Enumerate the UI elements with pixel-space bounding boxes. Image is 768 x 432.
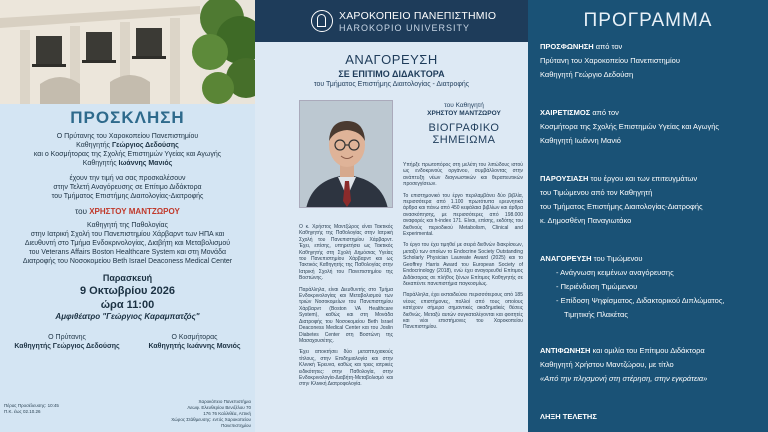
bio-right-paragraph-1: Υπήρξε πρωτοπόρος στη μελέτη του λιπώδους ιστού ως ενδοκρινούς οργάνου, συμβάλλοντας στην ανάπτυξη νέων διαγνωστικών και θεραπευτικών προσεγγίσεων. — [403, 162, 523, 188]
program-end: ΛΗΞΗ ΤΕΛΕΤΗΣ — [540, 412, 597, 421]
invite-line-3: του Τμήματος Επιστήμης Διαιτολογίας-Διατροφής — [51, 193, 204, 200]
program-item-presentation-key: ΠΑΡΟΥΣΙΑΣΗ — [540, 174, 589, 183]
dean-line-1: και ο Κοσμήτορας της Σχολής Επιστημών Υγείας και Αγωγής — [33, 151, 222, 158]
bio-heading-3: ΒΙΟΓΡΑΦΙΚΟ — [428, 122, 500, 134]
program-item-address-line-1 — [540, 40, 764, 54]
honoree-line — [0, 207, 255, 217]
invitation-title: ΠΡΟΣΚΛΗΣΗ — [70, 108, 185, 127]
program-panel — [528, 0, 768, 432]
program-item-response — [540, 344, 764, 386]
invitation-panel — [0, 0, 255, 432]
rector-name: Γεώργιος Δεδούσης — [111, 142, 179, 149]
program-item-conferral-rest: του Τιμώμενου — [591, 254, 643, 263]
university-logo-icon — [311, 10, 333, 32]
event-day: Παρασκευή — [102, 273, 153, 283]
program-item-presentation-line-4: κ. Δημοσθένη Παναγιωτάκο — [540, 216, 632, 225]
biography-panel — [255, 0, 528, 432]
program-item-conferral — [540, 252, 764, 322]
program-item-conferral-line-4: - Επίδοση Ψηφίσματος, Διδακτορικού Διπλώματος, — [556, 296, 725, 305]
signer-rector-name: Καθηγητής Γεώργιος Δεδούσης — [14, 343, 120, 350]
university-name-gr: ΧΑΡΟΚΟΠΕΙΟ ΠΑΝΕΠΙΣΤΗΜΙΟ — [339, 10, 497, 22]
dean-line-2 — [0, 159, 255, 168]
footer-address-3: 176 76 Καλλιθέα, Αττική — [203, 411, 251, 416]
event-time: ώρα 11:00 — [100, 299, 155, 311]
footer-address-1: Χαροκόπειο Πανεπιστήμιο — [198, 399, 251, 404]
honoree-name: ΧΡΗΣΤΟΥ ΜΑΝΤΖΩΡΟΥ — [89, 207, 180, 216]
program-item-conferral-line-3: - Περιένδυση Τιμώμενου — [556, 282, 638, 291]
footer-address-2: Λεωφ. Ελευθερίου Βενιζέλου 70 — [187, 405, 251, 410]
program-item-address-rest: από τον — [593, 42, 623, 51]
honoree-bio-3: Διευθυντή στο Τμήμα Ενδοκρινολογίας, Διαβήτη και Μεταβολισμού — [24, 240, 231, 247]
program-item-presentation-rest: του έργου και των επιτευγμάτων — [588, 174, 698, 183]
honoree-bio-4: του Veterans Affairs Boston Healthcare System και στη Μονάδα — [28, 249, 227, 256]
program-item-response-line-3 — [540, 372, 764, 386]
bio-right-paragraph-4: Παράλληλα, έχει εκπαιδεύσει περισσότερους από 185 νέους επιστήμονες, πολλοί από τους οποίους κατέχουν σήμερα σημαντικές ακαδημαϊκές θέσεις διεθνώς. Μεταξύ αυτών συγκαταλέγονται και φοιτητές και νέοι επιστήμονες του Χαροκοπείου Πανεπιστημίου. — [403, 292, 523, 331]
program-item-response-rest: και ομιλία του Επίτιμου Διδάκτορα — [590, 346, 705, 355]
footer-arrival — [4, 403, 59, 415]
signer-dean — [148, 333, 240, 351]
rector-line-2 — [0, 141, 255, 150]
ceremony-title — [255, 52, 528, 88]
signer-rector-role: Ο Πρύτανης — [48, 334, 86, 341]
bio-column-left — [299, 224, 393, 393]
rector-line-1: Ο Πρύτανης του Χαροκοπείου Πανεπιστημίου — [56, 133, 199, 140]
invitation-text — [0, 108, 255, 351]
event-date-block — [0, 272, 255, 312]
program-item-address-line-3: Καθηγητή Γεώργιο Δεδούση — [540, 70, 634, 79]
program-item-greeting-line-1 — [540, 106, 764, 120]
signer-dean-role: Ο Κοσμήτορας — [171, 334, 218, 341]
bio-column-right — [403, 162, 523, 336]
signers — [0, 333, 255, 351]
honoree-bio-5: Διατροφής του Νοσοκομείου Beth Israel Deaconess Medical Center — [22, 258, 233, 265]
portrait-illustration — [300, 101, 393, 208]
rector-prefix: Καθηγητής — [76, 142, 112, 149]
program-item-response-line-2: Καθηγητή Χρήστου Μαντζώρου, με τίτλο — [540, 360, 674, 369]
program-item-conferral-line-5: Τιμητικής Πλακέτας — [564, 310, 628, 319]
bio-left-paragraph-1: Ο κ. Χρήστος Μαντζώρος είναι Τακτικός Καθηγητής της Παθολογίας στην Ιατρική Σχολή του Πανεπιστημίου Χάρβαρντ. Έχει, επίσης, υπηρετήσει ως Τακτικός Καθηγητής στη Σχολή Δημόσιας Υγείας του Πανεπιστημίου Χάρβαρντ και ως Τακτικός Καθηγητής της Παθολογίας στην Ιατρική Σχολή του Πανεπιστημίου της Βοστώνης. — [299, 224, 393, 282]
program-item-greeting — [540, 106, 764, 148]
ceremony-title-2: ΣΕ ΕΠΙΤΙΜΟ ΔΙΔΑΚΤΟΡΑ — [338, 69, 445, 79]
program-item-presentation — [540, 172, 764, 228]
university-header — [255, 0, 528, 42]
honoree-portrait — [299, 100, 393, 208]
program-title: ΠΡΟΓΡΑΜΜΑ — [583, 10, 713, 31]
invite-line-1: έχουν την τιμή να σας προσκαλέσουν — [69, 175, 186, 182]
speech-title: «Από την πλησμονή στη στέρηση, στην εγκράτεια» — [540, 374, 708, 383]
program-item-presentation-line-3: του Τμήματος Επιστήμης Διαιτολογίας-Διατροφής — [540, 202, 703, 211]
bio-left-paragraph-2: Παράλληλα, είναι Διευθυντής στο Τμήμα Ενδοκρινολογίας και Μεταβολισμού των τριών Νοσοκομείων του Πανεπιστημίου Χάρβαρντ (Boston VA Healthcare System), καθώς και στη Μονάδα Διατροφής του Νοσοκομείου Beth Israel Deaconess Medical Center και του Joslin Diabetes Center στη Βοστώνη της Μασαχουσέτης. — [299, 286, 393, 344]
honoree-bio-2: στην Ιατρική Σχολή του Πανεπιστημίου Χάρβαρντ των ΗΠΑ και — [30, 231, 225, 238]
building-photo — [0, 0, 255, 104]
program-item-presentation-line-1 — [540, 172, 764, 186]
program-item-response-key: ΑΝΤΙΦΩΝΗΣΗ — [540, 346, 591, 355]
bio-heading-1: του Καθηγητή — [444, 102, 484, 109]
building-illustration — [0, 0, 255, 104]
ceremony-title-1: ΑΝΑΓΟΡΕΥΣΗ — [345, 52, 438, 67]
bio-heading-2: ΧΡΗΣΤΟΥ ΜΑΝΤΖΩΡΟΥ — [427, 110, 501, 117]
program-item-address — [540, 40, 764, 82]
program-item-greeting-rest: από τον — [590, 108, 619, 117]
program-item-conferral-key: ΑΝΑΓΟΡΕΥΣΗ — [540, 254, 592, 263]
program-item-conferral-line-1 — [540, 252, 764, 266]
bio-heading-4: ΣΗΜΕΙΩΜΑ — [432, 134, 496, 146]
dean-prefix: Καθηγητής — [82, 160, 119, 167]
program-item-greeting-line-3: Καθηγητή Ιωάννη Μανιό — [540, 136, 621, 145]
signer-dean-name: Καθηγητής Ιωάννης Μανιός — [148, 343, 241, 350]
dean-name: Ιωάννης Μανιός — [118, 160, 173, 167]
footer-rsvp: Π.Κ. έως 02.10.26 — [4, 409, 41, 414]
bio-right-paragraph-3: Το έργο του έχει τιμηθεί με σειρά διεθνών διακρίσεων, μεταξύ των οποίων το Endocrine Society Outstanding Scholarly Physician Laureate Award (2025) και το Geoffrey Harris Award του European Society of Endocrinology (2018), ενώ έχει αναγορευθεί Επίτιμος Διδάκτορας σε πλήθος ξένων Επίτιμος Καθηγητής σε δεκαπέντε πανεπιστήμια παγκοσμίως. — [403, 242, 523, 287]
program-item-greeting-key: ΧΑΙΡΕΤΙΣΜΟΣ — [540, 108, 591, 117]
program-item-address-line-2: Πρύτανη του Χαροκοπείου Πανεπιστημίου — [540, 56, 680, 65]
footer-arrival-time: Πέρας Προσέλευσης: 10:45 — [4, 403, 59, 408]
program-item-address-key: ΠΡΟΣΦΩΝΗΣΗ — [540, 42, 594, 51]
footer-address — [143, 399, 251, 429]
honoree-prefix: του — [75, 207, 90, 216]
bio-right-paragraph-2: Το επιστημονικό του έργο περιλαμβάνει δύο βιβλία, περισσότερα από 1.100 πρωτότυπα ερευνητικά άρθρα και πάνω από 450 κεφάλαια βιβλίων και άρθρα ανασκόπησης, με περισσότερες από 198.000 αναφορές και h-index 171. Είναι, επίσης, εκδότης του διεθνούς περιοδικού Metabolism, Clinical and Experimental. — [403, 192, 523, 238]
program-item-greeting-line-2: Κοσμήτορα της Σχολής Επιστημών Υγείας και Αγωγής — [540, 122, 720, 131]
bio-heading — [403, 102, 525, 146]
program-item-presentation-line-2: του Τιμώμενου από τον Καθηγητή — [540, 188, 653, 197]
honoree-bio-1: Καθηγητή της Παθολογίας — [87, 222, 168, 229]
bio-left-paragraph-3: Έχει αποκτήσει δύο μεταπτυχιακούς τίτλους, στην Επιδημιολογία και στην Κλινική Έρευνα, καθώς και τρεις ιατρικές ειδικότητες: στην Παθολογία, στην Ενδοκρινολογία-Διαβήτη-Μεταβολισμό και στην Κλινική Διατροφολογία. — [299, 349, 393, 388]
footer-parking: Χώρος Στάθμευσης: εντός Χαροκοπείου Πανεπιστημίου — [171, 417, 251, 428]
invite-line-2: στην Τελετή Αναγόρευσης σε Επίτιμο Διδάκτορα — [53, 184, 202, 191]
program-item-response-line-1 — [540, 344, 764, 358]
event-date: 9 Οκτωβρίου 2026 — [80, 285, 175, 297]
university-name-en: HAROKOPIO UNIVERSITY — [339, 23, 471, 33]
signer-rector — [14, 333, 119, 351]
program-item-conferral-line-2: - Ανάγνωση κειμένων αναγόρευσης — [556, 268, 674, 277]
event-venue: Αμφιθέατρο "Γεώργιος Καραμπατζός" — [55, 312, 200, 321]
ceremony-title-3: του Τμήματος Επιστήμης Διαιτολογίας - Διατροφής — [313, 81, 470, 88]
